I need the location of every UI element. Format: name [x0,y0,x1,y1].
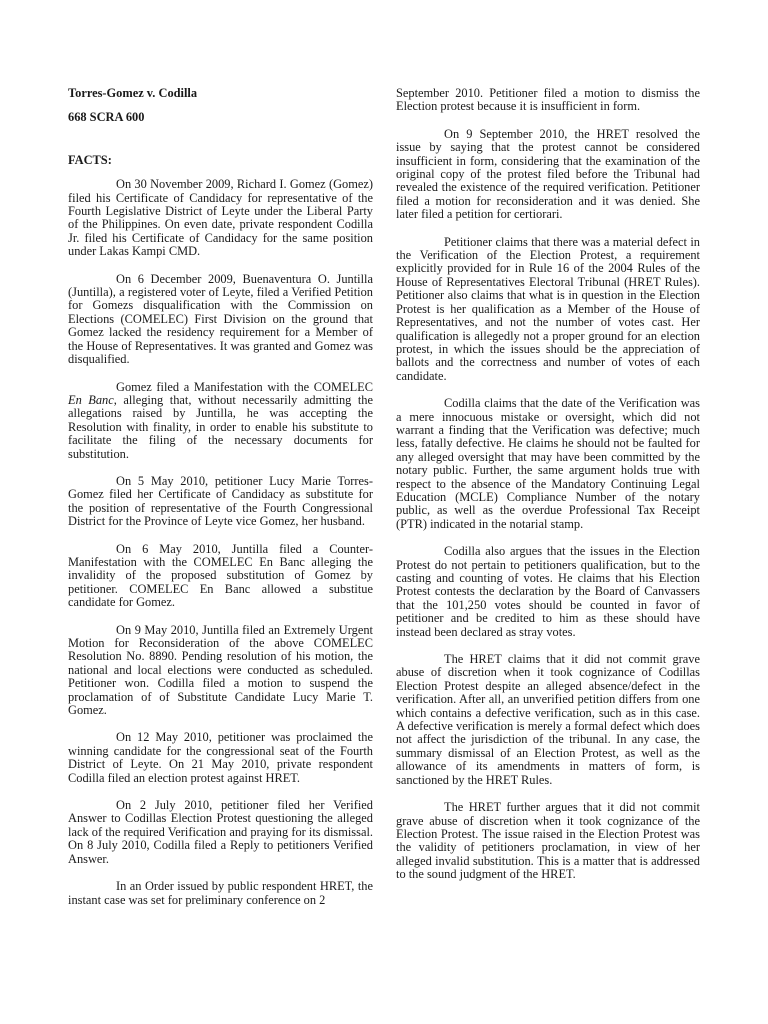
paragraph: On 9 May 2010, Juntilla filed an Extremely Urgent Motion for Reconsideration of the above COMELEC Resolution No. 8890. Pending resolution of his motion, the national and local elections were conducted as scheduled. Petitioner won. Codilla filed a motion to suspend the proclamation of of Substitute Candidate Lucy Marie T. Gomez. [68,622,373,718]
paragraph: Codilla claims that the date of the Verification was a mere innocuous mistake or oversight, which did not warrant a finding that the Verification was defective; much less, fatally defective. He claims he should not be faulted for any alleged oversight that may have been committed by the notary public. Further, the same argument holds true with respect to the absence of the Mandatory Continuing Legal Education (MCLE) Compliance Number of the notary public, as well as the overdue Professional Tax Receipt (PTR) indicated in the notarial stamp. [396,396,700,531]
paragraph: Petitioner claims that there was a material defect in the Verification of the Election Protest, a requirement explicitly provided for in Rule 16 of the 2004 Rules of the House of Representatives Electoral Tribunal (HRET Rules). Petitioner also claims that what is in question in the Election Protest is her qualification as a Member of the House of Representatives, and not the number of votes cast. Her qualification is allegedly not a proper ground for an election protest, in which the issues should be the appreciation of ballots and the correctness and number of votes of each candidate. [396,234,700,383]
paragraph-text: Gomez filed a Manifestation with the COMELEC [116,379,373,394]
paragraph: On 6 December 2009, Buenaventura O. Juntilla (Juntilla), a registered voter of Leyte, filed a Verified Petition for Gomezs disqualification with the Commission on Elections (COMELEC) First Division on the ground that Gomez lacked the residency requirement for a Member of the House of Representatives. It was granted and Gomez was disqualified. [68,271,373,367]
paragraph-emphasis: En Banc [68,392,114,407]
case-title: Torres-Gomez v. Codilla [68,86,198,100]
paragraph: On 30 November 2009, Richard I. Gomez (Gomez) filed his Certificate of Candidacy for representative of the Fourth Legislative District of Leyte under the Liberal Party of the Philippines. On even date, private respondent Codilla Jr. filed his Certificate of Candidacy for the same position under Lakas Kampi CMD. [68,177,373,259]
paragraph: In an Order issued by public respondent HRET, the instant case was set for preliminary conference on 2 [68,879,373,907]
section-heading-facts: FACTS: [68,152,112,167]
paragraph: The HRET further argues that it did not commit grave abuse of discretion when it took cognizance of the Election Protest. The issue raised in the Election Protest was the validity of petitioners proclamation, in view of her alleged invalid substitution. This is a matter that is addressed to the sound judgment of the HRET. [396,800,700,882]
paragraph-text: , alleging that, without necessarily admitting the allegations raised by Juntilla, he was accepting the Resolution with finality, in order to enable his substitute to facilitate the filing of the necessary documents for substitution. [68,392,373,461]
paragraph: On 5 May 2010, petitioner Lucy Marie Torres-Gomez filed her Certificate of Candidacy as substitute for the position of representative of the Fourth Congressional District for the Province of Leyte vice Gomez, her husband. [68,473,373,529]
paragraph: The HRET claims that it did not commit grave abuse of discretion when it took cognizance of Codillas Election Protest despite an alleged absence/defect in the verification. After all, an unverified petition differs from one which contains a defective verification, such as in this case. A defective verification is merely a formal defect which does not affect the jurisdiction of the tribunal. In any case, the summary dismissal of an Election Protest, as well as the allowance of its amendments in matters of form, is sanctioned by the HRET Rules. [396,652,700,787]
paragraph: On 2 July 2010, petitioner filed her Verified Answer to Codillas Election Protest questioning the alleged lack of the required Verification and praying for its dismissal. On 8 July 2010, Codilla filed a Reply to petitioners Verified Answer. [68,798,373,866]
paragraph: On 6 May 2010, Juntilla filed a Counter-Manifestation with the COMELEC En Banc alleging the invalidity of the proposed substitution of Gomez by petitioner. COMELEC En Banc allowed a substitue candidate for Gomez. [68,541,373,610]
paragraph: On 12 May 2010, petitioner was proclaimed the winning candidate for the congressional seat of the Fourth District of Leyte. On 21 May 2010, private respondent Codilla filed an election protest against HRET. [68,730,373,785]
paragraph-continued: September 2010. Petitioner filed a motion to dismiss the Election protest because it is insufficient in form. [396,86,700,114]
left-column [68,87,373,921]
paragraph: Codilla also argues that the issues in the Election Protest do not pertain to petitioners qualification, but to the casting and counting of votes. He claims that his Election Protest contests the declaration by the Board of Canvassers that the 101,250 votes should be counted in favor of petitioner and be credited to him as these should have instead been declared as stray votes. [396,544,700,639]
paragraph: On 9 September 2010, the HRET resolved the issue by saying that the protest cannot be considered insufficient in form, considering that the examination of the original copy of the protest filed before the Tribunal had revealed the existence of the required verification. Petitioner filed a motion for reconsideration and it was denied. She later filed a petition for certiorari. [396,126,700,222]
paragraph [68,381,373,461]
case-citation: 668 SCRA 600 [68,110,145,125]
right-column [396,87,700,896]
